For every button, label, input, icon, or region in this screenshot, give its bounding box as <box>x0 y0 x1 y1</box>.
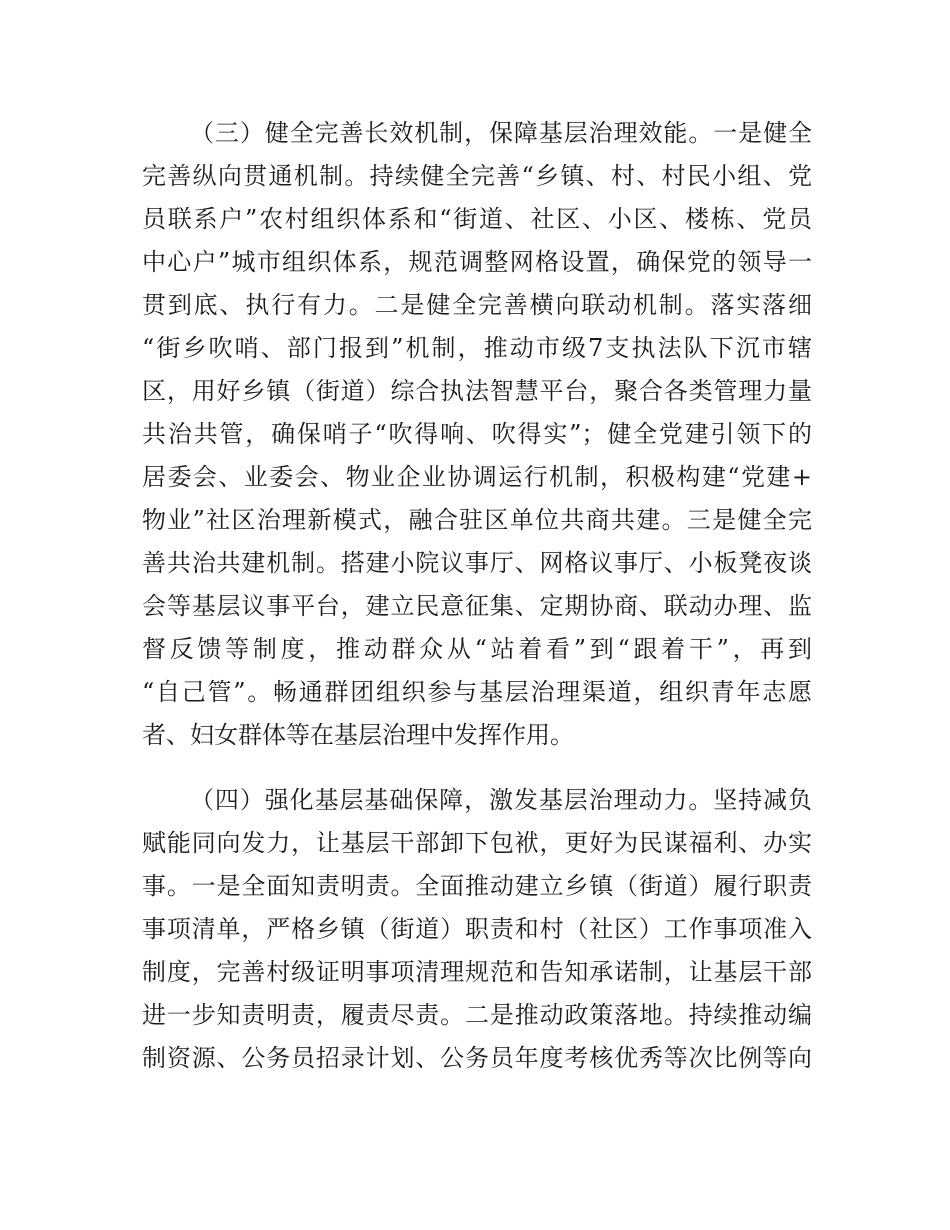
text-line: （三）健全完善长效机制，保障基层治理效能。一是健全 <box>190 119 812 147</box>
paragraph-gap <box>142 757 812 779</box>
text-line: 督反馈等制度，推动群众从“站着看”到“跟着干”，再到 <box>142 635 812 663</box>
text-line: 事。一是全面知责明责。全面推动建立乡镇（街道）履行职责 <box>142 872 812 900</box>
text-line: “街乡吹哨、部门报到”机制，推动市级7支执法队下沉市辖 <box>142 334 812 362</box>
paragraph-section-4 <box>142 779 812 1080</box>
text-line: 物业”社区治理新模式，融合驻区单位共商共建。三是健全完 <box>142 506 812 534</box>
text-line: 者、妇女群体等在基层治理中发挥作用。 <box>142 721 574 749</box>
paragraph-section-3 <box>142 112 812 757</box>
text-line: 共治共管，确保哨子“吹得响、吹得实”；健全党建引领下的 <box>142 420 812 448</box>
text-line: 赋能同向发力，让基层干部卸下包袱，更好为民谋福利、办实 <box>142 829 812 857</box>
text-line: （四）强化基层基础保障，激发基层治理动力。坚持减负 <box>190 786 812 814</box>
text-line: 进一步知责明责，履责尽责。二是推动政策落地。持续推动编 <box>142 1001 812 1029</box>
text-line: 事项清单，严格乡镇（街道）职责和村（社区）工作事项准入 <box>142 915 812 943</box>
text-line: 制资源、公务员招录计划、公务员年度考核优秀等次比例等向 <box>142 1044 812 1072</box>
text-line: 区，用好乡镇（街道）综合执法智慧平台，聚合各类管理力量 <box>142 377 812 405</box>
text-line: 贯到底、执行有力。二是健全完善横向联动机制。落实落细 <box>142 291 812 319</box>
text-line: 员联系户”农村组织体系和“街道、社区、小区、楼栋、党员 <box>142 205 812 233</box>
text-line: 善共治共建机制。搭建小院议事厅、网格议事厅、小板凳夜谈 <box>142 549 812 577</box>
text-line: 会等基层议事平台，建立民意征集、定期协商、联动办理、监 <box>142 592 812 620</box>
text-line: 制度，完善村级证明事项清理规范和告知承诺制，让基层干部 <box>142 958 812 986</box>
text-line: 中心户”城市组织体系，规范调整网格设置，确保党的领导一 <box>142 248 812 276</box>
text-line: “自己管”。畅通群团组织参与基层治理渠道，组织青年志愿 <box>142 678 812 706</box>
text-line: 完善纵向贯通机制。持续健全完善“乡镇、村、村民小组、党 <box>142 162 812 190</box>
document-body <box>142 112 812 1080</box>
text-line: 居委会、业委会、物业企业协调运行机制，积极构建“党建+ <box>142 463 812 491</box>
